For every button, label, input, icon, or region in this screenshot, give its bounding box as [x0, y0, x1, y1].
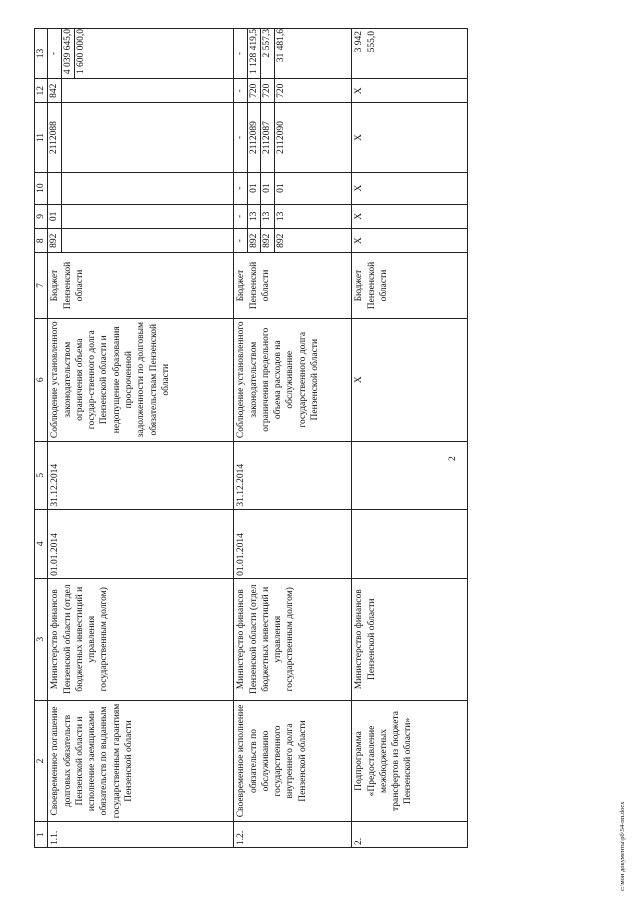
result-cell: X	[352, 318, 468, 441]
result-cell: Соблюдение установленного законодательством ограничения объема государ-ственного долга Пензенской области и недопущение образования просроченной задолженности по долговым обязательствам Пензенской области	[48, 318, 234, 441]
source-cell: Бюджет Пензенской области	[48, 253, 234, 318]
code-value: 01	[48, 205, 62, 228]
event-cell: Своевременное погашение долговых обязательств Пензенской области и исполнение заемщиками обязательств по выданным государственным гарантиям Пензенской области	[48, 700, 234, 822]
amount-value: 31 481,6	[275, 29, 286, 63]
table-row	[234, 29, 352, 848]
start-date: 01.01.2014	[234, 509, 352, 578]
amount-cell	[48, 29, 234, 79]
executor-cell: Министерство финансов Пензенской области	[352, 578, 468, 700]
code-value: -	[234, 79, 248, 102]
code-value: -	[234, 205, 248, 228]
row-number: 1.1.	[48, 822, 234, 848]
code-value: 892	[48, 229, 62, 252]
header-cell: 2	[35, 700, 48, 822]
header-cell: 5	[35, 441, 48, 509]
start-date	[352, 509, 468, 578]
code-value: 720	[248, 79, 262, 102]
footer-path: c:\мои документы\рб\54-пп.docx	[619, 801, 626, 891]
vr-cell	[234, 79, 352, 103]
code-value: -	[234, 229, 248, 252]
code-value: 01	[275, 183, 286, 193]
pr-cell	[234, 172, 352, 204]
amount-value: -	[234, 29, 248, 78]
amount-cell	[234, 29, 352, 79]
vr-cell: X	[352, 79, 468, 103]
csr-cell	[234, 103, 352, 172]
source-cell: Бюджет Пензенской области	[352, 253, 468, 318]
code-value: 892	[261, 229, 275, 252]
event-cell: Подпрограмма «Предоставление межбюджетных трансфертов из бюджета Пензенской области»	[352, 700, 468, 822]
row-number: 2.	[352, 822, 468, 848]
amount-value: 1 128 419,5	[248, 29, 262, 78]
executor-cell: Министерство финансов Пензенской области (отдел бюджетных инвестиций и управления государственным долгом)	[48, 578, 234, 700]
code-value: 2112087	[261, 103, 275, 171]
code-value: 720	[261, 79, 275, 102]
program-table	[34, 28, 468, 848]
event-cell: Своевременное исполнение обязательств по обслуживанию государственного внутреннего долга Пензенской области	[234, 700, 352, 822]
code-value: 13	[275, 211, 286, 222]
pr-cell	[48, 172, 234, 204]
header-cell: 6	[35, 318, 48, 441]
end-date: 31.12.2014	[234, 441, 352, 509]
header-cell: 9	[35, 204, 48, 228]
source-cell: Бюджет Пензенской области	[234, 253, 352, 318]
header-cell: 10	[35, 172, 48, 204]
rz-cell	[48, 204, 234, 228]
result-cell: Соблюдение установленного законодательством ограничения предельного объема расходов на обслуживание государственного долга Пензенской области	[234, 318, 352, 441]
page-number: 2	[448, 456, 458, 461]
vr-cell	[48, 79, 234, 103]
csr-cell	[48, 103, 234, 172]
amount-value: -	[48, 29, 62, 78]
grbs-cell	[48, 229, 234, 253]
header-cell: 13	[35, 29, 48, 79]
code-value: -	[234, 103, 248, 171]
table-row	[48, 29, 234, 848]
grbs-cell	[234, 229, 352, 253]
header-cell: 4	[35, 509, 48, 578]
code-value: 01	[248, 173, 262, 204]
row-number: 1.2.	[234, 822, 352, 848]
header-cell: 11	[35, 103, 48, 172]
header-cell: 7	[35, 253, 48, 318]
code-value: 842	[48, 79, 62, 102]
header-cell: 12	[35, 79, 48, 103]
rz-cell: X	[352, 204, 468, 228]
executor-cell: Министерство финансов Пензенской области (отдел бюджетных инвестиций и управления государственным долгом)	[234, 578, 352, 700]
amount-value: 4 039 645,0	[62, 29, 76, 78]
header-cell: 1	[35, 822, 48, 848]
code-value: 2112088	[48, 103, 62, 171]
pr-cell: X	[352, 172, 468, 204]
grbs-cell: X	[352, 229, 468, 253]
code-value: 892	[275, 233, 286, 248]
code-value: 01	[261, 173, 275, 204]
end-date: 31.12.2014	[48, 441, 234, 509]
amount-cell: 3 942 555,0	[352, 29, 468, 79]
csr-cell: X	[352, 103, 468, 172]
code-value: 2112089	[248, 103, 262, 171]
header-cell: 3	[35, 578, 48, 700]
code-value: 13	[248, 205, 262, 228]
header-number-row	[35, 29, 48, 848]
code-value: 2112090	[275, 121, 286, 154]
code-value: 720	[275, 83, 286, 98]
code-value	[48, 173, 62, 204]
code-value: -	[234, 173, 248, 204]
amount-value: 1 600 000,0	[76, 29, 87, 75]
table-row	[352, 29, 468, 848]
code-value: 13	[261, 205, 275, 228]
end-date	[352, 441, 468, 509]
code-value: 892	[248, 229, 262, 252]
amount-value: 2 557,3	[261, 29, 275, 78]
header-cell: 8	[35, 229, 48, 253]
start-date: 01.01.2014	[48, 509, 234, 578]
rz-cell	[234, 204, 352, 228]
